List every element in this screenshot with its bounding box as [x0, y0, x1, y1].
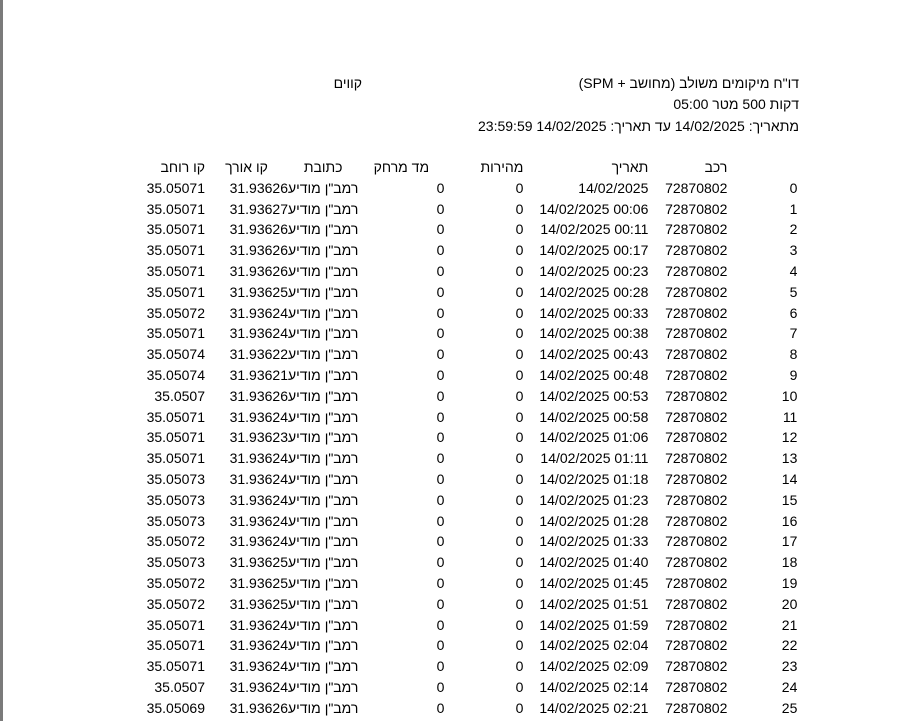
cell-lat: 35.05071 [146, 262, 205, 279]
cell-speed: 0 [515, 533, 524, 550]
cell-lat: 35.05071 [146, 242, 205, 259]
cell-lon: 31.93625 [229, 595, 288, 612]
header-address: כתובת [303, 159, 343, 175]
cell-distance: 0 [436, 242, 445, 259]
cell-address: רמב"ן מודיע [288, 658, 359, 675]
cell-speed: 0 [515, 554, 524, 571]
cell-distance: 0 [436, 221, 445, 238]
cell-distance: 0 [436, 470, 445, 487]
table-row [0, 615, 797, 636]
header-speed: מהירות [480, 159, 524, 175]
table-header-row [0, 157, 797, 178]
cell-vehicle: 72870802 [665, 554, 728, 571]
cell-lon: 31.93626 [229, 262, 288, 279]
cell-address: רמב"ן מודיע [288, 470, 359, 487]
cell-index: 21 [781, 616, 798, 633]
table-row [0, 677, 797, 698]
cell-lat: 35.05074 [146, 366, 205, 383]
cell-lat: 35.05071 [146, 408, 205, 425]
cell-index: 11 [782, 408, 798, 425]
cell-vehicle: 72870802 [665, 491, 728, 508]
cell-date: 14/02/2025 01:51 [539, 595, 649, 612]
cell-vehicle: 72870802 [665, 346, 728, 363]
cell-lat: 35.05071 [146, 325, 205, 342]
cell-vehicle: 72870802 [665, 387, 728, 404]
cell-lon: 31.93626 [229, 221, 288, 238]
cell-lat: 35.05072 [146, 574, 205, 591]
table-row [0, 323, 797, 344]
cell-vehicle: 72870802 [665, 678, 728, 695]
cell-vehicle: 72870802 [665, 221, 728, 238]
cell-address: רמב"ן מודיע [288, 408, 359, 425]
table-row [0, 178, 797, 199]
table-row [0, 490, 797, 511]
cell-distance: 0 [436, 366, 445, 383]
table-row [0, 199, 797, 220]
cell-speed: 0 [515, 429, 524, 446]
cell-vehicle: 72870802 [665, 470, 728, 487]
cell-lon: 31.93624 [229, 678, 288, 695]
cell-lon: 31.93624 [229, 408, 288, 425]
cell-vehicle: 72870802 [665, 512, 728, 529]
cell-index: 7 [789, 325, 798, 342]
cell-address: רמב"ן מודיע [288, 387, 359, 404]
cell-address: רמב"ן מודיע [288, 533, 359, 550]
table-row [0, 407, 797, 428]
cell-date: 14/02/2025 02:04 [539, 637, 649, 654]
cell-speed: 0 [515, 678, 524, 695]
cell-vehicle: 72870802 [665, 450, 728, 467]
cell-index: 20 [781, 595, 798, 612]
cell-distance: 0 [436, 595, 445, 612]
table-row [0, 386, 797, 407]
cell-address: רמב"ן מודיע [288, 242, 359, 259]
cell-speed: 0 [515, 595, 524, 612]
cell-vehicle: 72870802 [665, 699, 728, 716]
table-row [0, 573, 797, 594]
report-title: דו"ח מיקומים משולב (מחושב + SPM) [578, 75, 799, 91]
cell-date: 14/02/2025 00:38 [539, 325, 649, 342]
cell-distance: 0 [436, 554, 445, 571]
cell-lon: 31.93624 [229, 616, 288, 633]
table-row [0, 303, 797, 324]
cell-lat: 35.05073 [146, 470, 205, 487]
table-row [0, 552, 797, 573]
cell-address: רמב"ן מודיע [288, 678, 359, 695]
cell-lat: 35.05071 [146, 450, 205, 467]
cell-date: 14/02/2025 01:40 [539, 554, 649, 571]
cell-date: 14/02/2025 01:18 [539, 470, 649, 487]
cell-distance: 0 [436, 533, 445, 550]
cell-date: 14/02/2025 01:45 [539, 574, 649, 591]
cell-speed: 0 [515, 366, 524, 383]
table-row [0, 531, 797, 552]
cell-lat: 35.05071 [146, 616, 205, 633]
cell-date: 14/02/2025 02:21 [539, 699, 649, 716]
cell-lon: 31.93624 [229, 304, 288, 321]
cell-speed: 0 [515, 200, 524, 217]
cell-address: רמב"ן מודיע [288, 283, 359, 300]
cell-speed: 0 [515, 470, 524, 487]
cell-index: 23 [781, 658, 798, 675]
table-row [0, 365, 797, 386]
cell-lat: 35.05072 [146, 595, 205, 612]
cell-date: 14/02/2025 01:33 [539, 533, 649, 550]
cell-address: רמב"ן מודיע [288, 491, 359, 508]
cell-lon: 31.93626 [229, 699, 288, 716]
cell-vehicle: 72870802 [665, 179, 728, 196]
cell-lon: 31.93624 [229, 491, 288, 508]
cell-vehicle: 72870802 [665, 595, 728, 612]
table-row [0, 219, 797, 240]
cell-index: 22 [781, 637, 798, 654]
cell-lon: 31.93625 [229, 283, 288, 300]
cell-index: 0 [789, 179, 798, 196]
cell-address: רמב"ן מודיע [288, 179, 359, 196]
cell-index: 15 [781, 491, 798, 508]
cell-address: רמב"ן מודיע [288, 221, 359, 238]
cell-distance: 0 [436, 179, 445, 196]
header-index [727, 157, 797, 178]
cell-distance: 0 [436, 637, 445, 654]
cell-address: רמב"ן מודיע [288, 262, 359, 279]
cell-index: 1 [789, 200, 798, 217]
cell-date: 14/02/2025 00:23 [539, 262, 649, 279]
cell-distance: 0 [436, 512, 445, 529]
cell-lon: 31.93623 [229, 429, 288, 446]
cell-lon: 31.93626 [229, 179, 288, 196]
header-lon: קו אורך [225, 159, 268, 175]
cell-vehicle: 72870802 [665, 637, 728, 654]
cell-lat: 35.05072 [146, 533, 205, 550]
cell-date: 14/02/2025 00:53 [539, 387, 649, 404]
table-row [0, 698, 797, 719]
cell-lat: 35.05071 [146, 637, 205, 654]
cell-lat: 35.05071 [146, 429, 205, 446]
table-body [0, 178, 797, 719]
cell-lon: 31.93625 [229, 554, 288, 571]
cell-distance: 0 [436, 200, 445, 217]
cell-address: רמב"ן מודיע [288, 366, 359, 383]
cell-lat: 35.05071 [146, 283, 205, 300]
cell-lat: 35.05071 [146, 200, 205, 217]
cell-lat: 35.05072 [146, 304, 205, 321]
cell-lat: 35.05073 [146, 554, 205, 571]
cell-distance: 0 [436, 450, 445, 467]
report-interval: דקות 500 מטר 05:00 [673, 96, 799, 112]
cell-address: רמב"ן מודיע [288, 574, 359, 591]
cell-lon: 31.93624 [229, 512, 288, 529]
cell-speed: 0 [515, 242, 524, 259]
table-row [0, 240, 797, 261]
cell-distance: 0 [436, 678, 445, 695]
cell-speed: 0 [515, 179, 524, 196]
cell-lon: 31.93622 [229, 346, 288, 363]
cell-lat: 35.05069 [146, 699, 205, 716]
cell-speed: 0 [515, 637, 524, 654]
cell-date: 14/02/2025 01:59 [539, 616, 649, 633]
cell-date: 14/02/2025 01:06 [539, 429, 649, 446]
cell-lat: 35.05071 [146, 179, 205, 196]
cell-speed: 0 [515, 387, 524, 404]
cell-distance: 0 [436, 325, 445, 342]
cell-date: 14/02/2025 00:06 [539, 200, 649, 217]
cell-vehicle: 72870802 [665, 325, 728, 342]
cell-index: 5 [789, 283, 798, 300]
report-date-range: מתאריך: 14/02/2025 עד תאריך: 14/02/2025 23:59:59 [478, 118, 799, 134]
cell-index: 9 [789, 366, 798, 383]
cell-speed: 0 [515, 221, 524, 238]
cell-date: 14/02/2025 02:09 [539, 658, 649, 675]
cell-date: 14/02/2025 01:28 [539, 512, 649, 529]
cell-speed: 0 [515, 658, 524, 675]
cell-distance: 0 [436, 387, 445, 404]
table-row [0, 261, 797, 282]
cell-distance: 0 [436, 574, 445, 591]
cell-distance: 0 [436, 658, 445, 675]
cell-date: 14/02/2025 00:43 [539, 346, 649, 363]
cell-lon: 31.93624 [229, 450, 288, 467]
table-row [0, 448, 797, 469]
header-lat: קו רוחב [160, 159, 205, 175]
cell-index: 16 [781, 512, 798, 529]
table-row [0, 282, 797, 303]
cell-vehicle: 72870802 [665, 574, 728, 591]
cell-lat: 35.0507 [154, 678, 205, 695]
header-date: תאריך [611, 159, 649, 175]
cell-address: רמב"ן מודיע [288, 429, 359, 446]
cell-lat: 35.0507 [154, 387, 205, 404]
cell-date: 14/02/2025 00:28 [539, 283, 649, 300]
cell-date: 14/02/2025 00:17 [539, 242, 649, 259]
cell-distance: 0 [436, 491, 445, 508]
cell-address: רמב"ן מודיע [288, 637, 359, 654]
cell-vehicle: 72870802 [665, 262, 728, 279]
cell-index: 12 [781, 429, 798, 446]
table-row [0, 656, 797, 677]
cell-lon: 31.93627 [229, 200, 288, 217]
cell-index: 18 [781, 554, 798, 571]
cell-speed: 0 [515, 450, 524, 467]
cell-distance: 0 [436, 699, 445, 716]
cell-index: 24 [781, 678, 798, 695]
cell-vehicle: 72870802 [665, 429, 728, 446]
cell-vehicle: 72870802 [665, 283, 728, 300]
cell-speed: 0 [515, 699, 524, 716]
cell-date: 14/02/2025 00:33 [539, 304, 649, 321]
table-row [0, 511, 797, 532]
cell-address: רמב"ן מודיע [288, 512, 359, 529]
cell-vehicle: 72870802 [665, 658, 728, 675]
cell-distance: 0 [436, 304, 445, 321]
cell-address: רמב"ן מודיע [288, 595, 359, 612]
cell-address: רמב"ן מודיע [288, 346, 359, 363]
cell-lat: 35.05071 [146, 658, 205, 675]
cell-address: רמב"ן מודיע [288, 450, 359, 467]
cell-lon: 31.93624 [229, 637, 288, 654]
cell-index: 13 [781, 450, 798, 467]
cell-date: 14/02/2025 00:11 [540, 221, 649, 238]
cell-lon: 31.93621 [229, 366, 288, 383]
cell-date: 14/02/2025 00:58 [539, 408, 649, 425]
cell-speed: 0 [515, 512, 524, 529]
locations-table [0, 157, 797, 719]
cell-lon: 31.93626 [229, 387, 288, 404]
cell-address: רמב"ן מודיע [288, 200, 359, 217]
cell-vehicle: 72870802 [665, 408, 728, 425]
cell-speed: 0 [515, 304, 524, 321]
cell-lon: 31.93624 [229, 325, 288, 342]
cell-address: רמב"ן מודיע [288, 304, 359, 321]
cell-index: 10 [781, 387, 798, 404]
cell-date: 14/02/2025 00:48 [539, 366, 649, 383]
cell-index: 3 [789, 242, 798, 259]
cell-date: 14/02/2025 01:11 [540, 450, 649, 467]
cell-lat: 35.05073 [146, 512, 205, 529]
cell-index: 6 [789, 304, 798, 321]
lines-label: קווים [333, 75, 362, 91]
cell-address: רמב"ן מודיע [288, 325, 359, 342]
cell-index: 8 [789, 346, 798, 363]
cell-index: 17 [781, 533, 798, 550]
cell-index: 25 [781, 699, 798, 716]
cell-distance: 0 [436, 283, 445, 300]
cell-vehicle: 72870802 [665, 533, 728, 550]
cell-lat: 35.05074 [146, 346, 205, 363]
cell-distance: 0 [436, 616, 445, 633]
header-vehicle: רכב [704, 159, 728, 175]
cell-vehicle: 72870802 [665, 304, 728, 321]
cell-address: רמב"ן מודיע [288, 699, 359, 716]
cell-distance: 0 [436, 346, 445, 363]
cell-vehicle: 72870802 [665, 616, 728, 633]
cell-speed: 0 [515, 616, 524, 633]
table-row [0, 427, 797, 448]
table-row [0, 469, 797, 490]
header-distance: מד מרחק [373, 159, 430, 175]
table-row [0, 344, 797, 365]
cell-lon: 31.93626 [229, 242, 288, 259]
table-row [0, 594, 797, 615]
cell-index: 4 [789, 262, 798, 279]
cell-distance: 0 [436, 408, 445, 425]
report-header [0, 0, 899, 150]
cell-lon: 31.93624 [229, 470, 288, 487]
cell-index: 19 [781, 574, 798, 591]
cell-vehicle: 72870802 [665, 200, 728, 217]
cell-address: רמב"ן מודיע [288, 616, 359, 633]
cell-lon: 31.93625 [229, 574, 288, 591]
cell-index: 14 [781, 470, 798, 487]
cell-address: רמב"ן מודיע [288, 554, 359, 571]
cell-speed: 0 [515, 283, 524, 300]
cell-lon: 31.93624 [229, 533, 288, 550]
cell-vehicle: 72870802 [665, 242, 728, 259]
cell-speed: 0 [515, 325, 524, 342]
cell-speed: 0 [515, 408, 524, 425]
cell-speed: 0 [515, 262, 524, 279]
cell-speed: 0 [515, 574, 524, 591]
table-row [0, 635, 797, 656]
cell-lon: 31.93624 [229, 658, 288, 675]
cell-date: 14/02/2025 02:14 [539, 678, 649, 695]
cell-lat: 35.05071 [146, 221, 205, 238]
cell-date: 14/02/2025 01:23 [539, 491, 649, 508]
cell-distance: 0 [436, 429, 445, 446]
cell-index: 2 [789, 221, 798, 238]
cell-speed: 0 [515, 491, 524, 508]
cell-date: 14/02/2025 [578, 179, 649, 196]
cell-speed: 0 [515, 346, 524, 363]
cell-lat: 35.05073 [146, 491, 205, 508]
cell-vehicle: 72870802 [665, 366, 728, 383]
cell-distance: 0 [436, 262, 445, 279]
